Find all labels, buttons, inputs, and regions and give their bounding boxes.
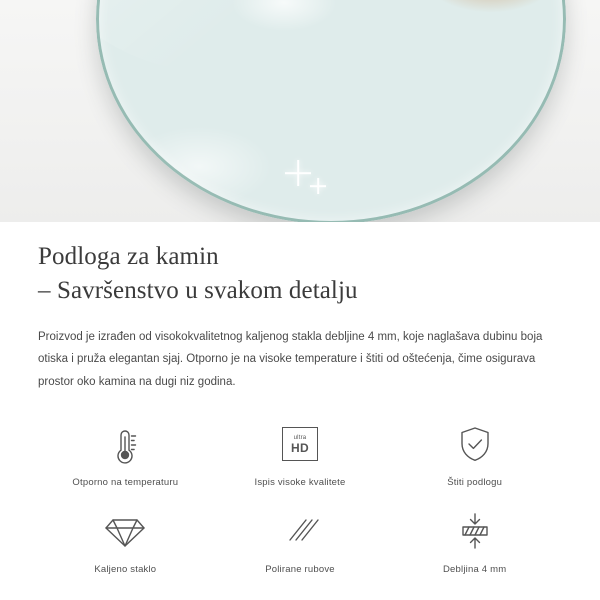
ultra-hd-icon — [272, 419, 328, 469]
feature-label: Ispis visoke kvalitete — [254, 477, 346, 489]
feature-label: Kaljeno staklo — [94, 564, 157, 576]
headline-line-2: – Savršenstvo u svakom detalju — [38, 277, 358, 304]
feature-label: Otporno na temperaturu — [72, 477, 179, 489]
feature-item-thickness — [387, 506, 562, 575]
feature-item-protection — [387, 419, 562, 488]
description-paragraph: Proizvod je izrađen od visokokvalitetnog kaljenog stakla debljine 4 mm, koje naglašava dubinu boja otiska i pruža elegantan sjaj. Otporno je na visoke temperature i štiti od oštećenja, čime osigurava prostor oko kamina na dugi niz godina. — [38, 331, 543, 388]
content-area — [0, 240, 600, 575]
shield-check-icon — [447, 419, 503, 469]
thermometer-icon — [97, 419, 153, 469]
feature-grid — [38, 419, 562, 575]
feature-label: Debljina 4 mm — [443, 564, 507, 576]
ultra-hd-main-label: HD — [291, 440, 309, 455]
hero-image — [0, 0, 600, 222]
diamond-icon — [97, 506, 153, 556]
ultra-hd-top-label: ultra — [293, 434, 307, 441]
headline-line-1: Podloga za kamin — [38, 243, 219, 270]
polished-edges-icon — [272, 506, 328, 556]
feature-item-temperature — [38, 419, 213, 488]
thickness-arrows-icon — [447, 506, 503, 556]
feature-item-polished-edges — [213, 506, 388, 575]
feature-item-print-quality — [213, 419, 388, 488]
feature-item-tempered-glass — [38, 506, 213, 575]
page-title — [38, 240, 562, 308]
feature-label: Štiti podlogu — [447, 477, 503, 489]
glass-board-image — [96, 0, 566, 222]
feature-label: Polirane rubove — [265, 564, 335, 576]
